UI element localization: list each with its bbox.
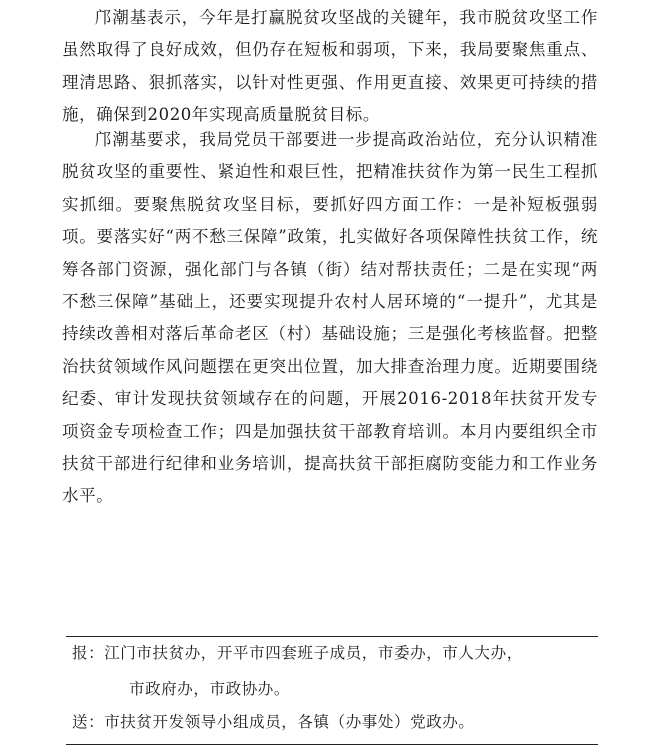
distribution-top-rule — [66, 636, 598, 637]
body-paragraph-2: 邝潮基要求，我局党员干部要进一步提高政治站位，充分认识精准脱贫攻坚的重要性、紧迫性和艰巨性，把精准扶贫作为第一民生工程抓实抓细。要聚焦脱贫攻坚目标，要抓好四方面工作：一是补短板强弱项。要落实好“两不愁三保障”政策，扎实做好各项保障性扶贫工作，统筹各部门资源，强化部门与各镇（街）结对帮扶责任；二是在实现“两不愁三保障”基础上，还要实现提升农村人居环境的“一提升”，尤其是持续改善相对落后革命老区（村）基础设施；三是强化考核监督。把整治扶贫领域作风问题摆在更突出位置，加大排查治理力度。近期要围绕纪委、审计发现扶贫领域存在的问题，开展2016-2018年扶贫开发专项资金专项检查工作；四是加强扶贫干部教育培训。本月内要组织全市扶贫干部进行纪律和业务培训，提高扶贫干部拒腐防变能力和工作业务水平。 — [62, 130, 598, 506]
send-to-line: 送：市扶贫开发领导小组成员，各镇（办事处）党政办。 — [72, 713, 475, 731]
report-to-line-continued: 市政府办，市政协办。 — [129, 680, 291, 698]
body-paragraph-1: 邝潮基表示，今年是打赢脱贫攻坚战的关键年，我市脱贫攻坚工作虽然取得了良好成效，但仍存在短板和弱项，下来，我局要聚焦重点、理清思路、狠抓落实，以针对性更强、作用更直接、效果更可持续的措施，确保到2020年实现高质量脱贫目标。 — [62, 8, 598, 125]
distribution-bottom-rule — [66, 744, 598, 745]
report-to-line: 报：江门市扶贫办，开平市四套班子成员，市委办，市人大办， — [72, 644, 523, 662]
